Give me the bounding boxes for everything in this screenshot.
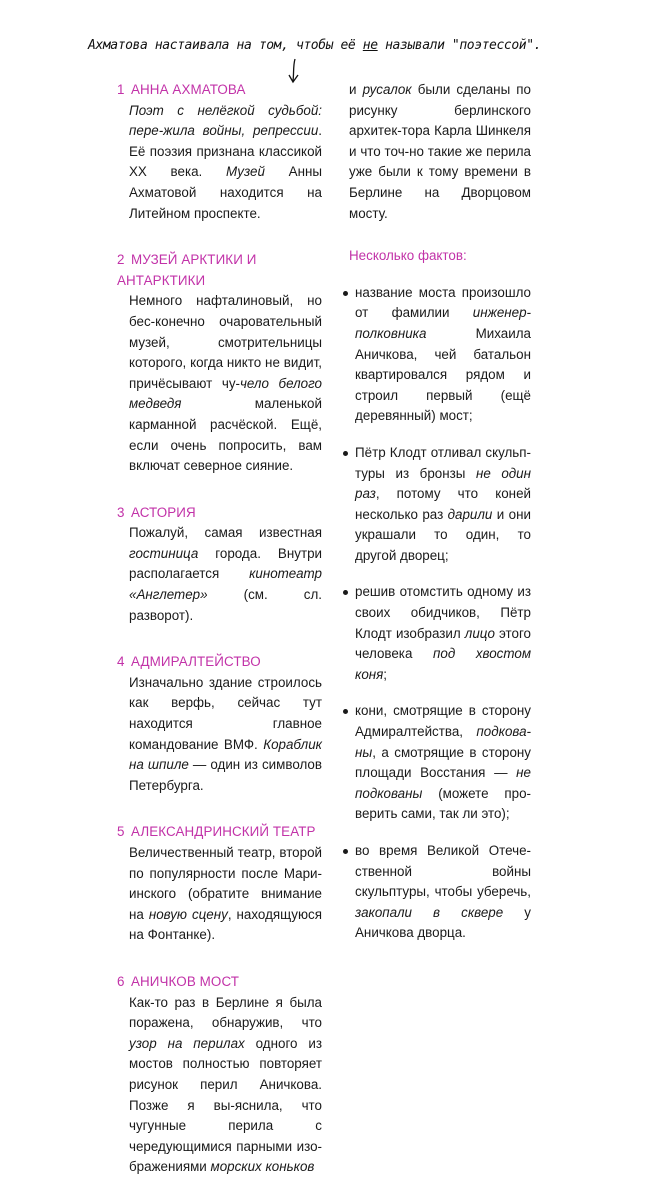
- italic-text: морских коньков: [210, 1159, 315, 1175]
- italic-text: под хвостом коня: [355, 646, 532, 682]
- text: Как-то раз в Берлине я была поражена, обнаружив, что: [129, 994, 322, 1031]
- section-body: [117, 101, 322, 225]
- text: , находящуюся на Фонтанке).: [129, 906, 322, 943]
- italic-text: не один раз: [355, 465, 532, 502]
- text: во время Великой Отече-ственной войны скульптуры, чтобы уберечь,: [355, 843, 531, 900]
- italic-text: русалок: [362, 82, 412, 97]
- section-heading: [117, 80, 322, 101]
- note-text-end: называли "поэтессой".: [377, 38, 542, 53]
- text: , потому что коней несколько раз: [355, 486, 531, 522]
- section-body: [117, 843, 322, 946]
- section-body: [117, 673, 322, 797]
- facts-title: Несколько фактов:: [349, 248, 467, 264]
- left-column: [117, 80, 322, 1204]
- italic-text: войны, репрессии: [202, 123, 319, 139]
- section-heading: [117, 503, 322, 524]
- italic-text: подкова-ны: [355, 724, 531, 760]
- section-body: [117, 523, 322, 626]
- section-body: [117, 291, 322, 476]
- section-6-continuation: [343, 80, 531, 224]
- italic-text: кинотеатр «Англетер»: [129, 566, 322, 603]
- text: , а смотрящие в сторону площади Восстания —: [355, 744, 531, 781]
- text: Величественный театр, второй по популярности после Мари-инского (обратите внимание на: [129, 845, 322, 922]
- section-number: 6: [117, 973, 125, 989]
- section-6: [117, 972, 322, 1178]
- text: название моста произошло от фамилии: [355, 284, 531, 321]
- text: Изначально здание строилось как верфь, сейчас тут находится главное командование ВМФ.: [129, 674, 322, 752]
- italic-text: Музей: [225, 164, 265, 180]
- text: ;: [383, 666, 388, 682]
- italic-text: Кораблик на шпиле: [129, 736, 322, 773]
- text: Пётр Клодт отливал скульп-туры из бронзы: [355, 444, 531, 481]
- italic-text: лицо: [464, 625, 495, 641]
- fact-item: [343, 701, 531, 825]
- fact-item: [343, 582, 531, 685]
- section-number: 3: [117, 504, 125, 520]
- text: Немного нафталиновый, но бес-конечно очаровательный музей, смотрительницы которого, когда никто не видит, причёсывают чу-: [129, 293, 322, 391]
- fact-item: [343, 443, 531, 567]
- section-2: [117, 250, 322, 477]
- section-number: 5: [117, 824, 125, 840]
- handwritten-note: [88, 38, 578, 53]
- note-text-start: Ахматова настаивала на том, чтобы её: [88, 38, 363, 53]
- italic-text: узор на перилах: [129, 1035, 245, 1051]
- section-title: МУЗЕЙ АРКТИКИ И АНТАРКТИКИ: [117, 252, 257, 288]
- section-heading: [117, 972, 322, 993]
- italic-text: не подкованы: [355, 765, 531, 801]
- section-title: АНИЧКОВ МОСТ: [131, 973, 240, 989]
- section-body: [117, 993, 322, 1178]
- text: и: [349, 82, 363, 97]
- text: . Её поэзия признана классикой XX века.: [129, 123, 322, 180]
- section-title: АДМИРАЛТЕЙСТВО: [131, 654, 261, 670]
- text: маленькой карманной расчёской. Ещё, если очень попросить, вам включат северное сияние.: [129, 396, 322, 474]
- italic-text: инженер-полковника: [355, 305, 531, 341]
- italic-text: дарили: [447, 506, 493, 522]
- italic-text: Поэт с нелёгкой судьбой: пере-жила: [129, 102, 322, 139]
- section-title: АСТОРИЯ: [131, 504, 196, 520]
- section-number: 1: [117, 82, 125, 97]
- section-number: 4: [117, 654, 125, 670]
- section-number: 2: [117, 252, 125, 268]
- section-title: АЛЕКСАНДРИНСКИЙ ТЕАТР: [131, 824, 316, 840]
- italic-text: закопали в сквере: [355, 904, 504, 920]
- section-1: [117, 80, 322, 224]
- facts-list: [343, 283, 531, 944]
- text: (можете про-верить сами, так ли это);: [355, 785, 531, 822]
- fact-item: [343, 841, 531, 944]
- text: города. Внутри располагается: [129, 545, 322, 582]
- section-5: [117, 822, 322, 946]
- right-column: [343, 80, 531, 960]
- section-4: [117, 652, 322, 796]
- note-underlined-word: не: [362, 38, 378, 53]
- section-title: АННА АХМАТОВА: [131, 82, 246, 97]
- text: были сделаны по рисунку берлинского архитек-тора Карла Шинкеля и что точ-но такие же перила уже были к тому времени в Берлине на Дворцовом мосту.: [349, 82, 531, 221]
- text: и они украшали то один, то другой дворец;: [355, 506, 531, 563]
- text: у Аничкова дворца.: [355, 904, 531, 941]
- text: решив отомстить одному из своих обидчиков, Пётр Клодт изобразил: [355, 584, 531, 641]
- text: Михаила Аничкова, чей батальон квартировался рядом и строил первый (ещё деревянный) мост;: [355, 325, 531, 424]
- section-heading: [117, 822, 322, 843]
- text: — один из символов Петербурга.: [129, 757, 322, 793]
- section-heading: [117, 250, 322, 291]
- text: этого человека: [355, 625, 531, 662]
- italic-text: новую сцену: [148, 906, 228, 922]
- fact-item: [343, 283, 531, 427]
- section-heading: [117, 652, 322, 673]
- italic-text: чело белого медведя: [129, 375, 322, 412]
- text: Анны Ахматовой находится на Литейном проспекте.: [129, 164, 322, 221]
- text: Пожалуй, самая известная: [129, 525, 322, 541]
- text: (см. сл. разворот).: [129, 587, 322, 623]
- italic-text: гостиница: [129, 545, 199, 561]
- section-3: [117, 503, 322, 627]
- text: кони, смотрящие в сторону Адмиралтейства,: [355, 703, 531, 740]
- text: одного из мостов полностью повторяет рисунок перил Аничкова. Позже я вы-яснила, что чугунные перила с чередующимися парными изо-бражениями: [129, 1035, 323, 1175]
